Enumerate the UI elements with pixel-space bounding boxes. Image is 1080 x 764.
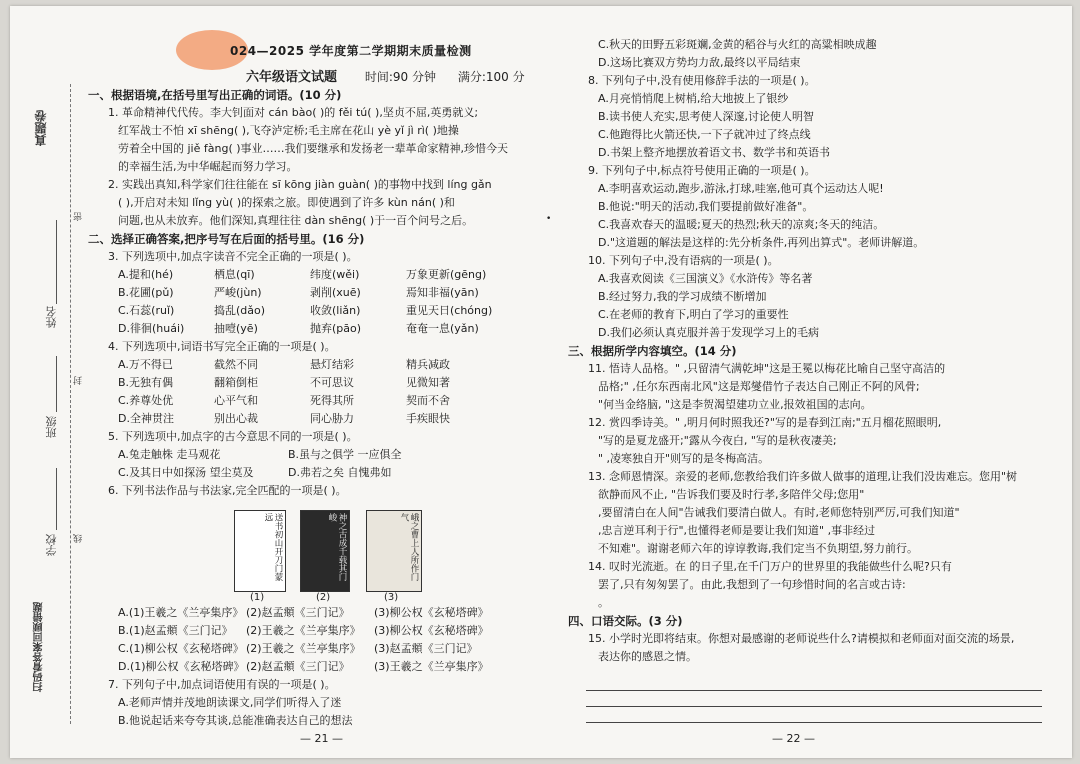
q6-option-row [88,604,548,622]
calligraphy-caption: (3) [384,592,399,603]
option: 剥削(xuē) [310,286,361,299]
q4-option-row [88,356,548,374]
q7-option: B.他说起话来夸夸其谈,总能准确表达自己的想法 [118,714,353,727]
q14-line: 。 [598,596,609,609]
answer-line[interactable] [586,722,1042,723]
option: 截然不同 [214,358,258,371]
left-questions [88,86,548,730]
q15-line: 15. 小学时光即将结束。你想对最感谢的老师说些什么?请模拟和老师面对面交流的场景, [588,632,1015,645]
option: (3)王羲之《兰亭集序》 [374,660,489,673]
fold-mark-1: 密 [74,212,84,221]
section-1-title: 一、根据语境,在括号里写出正确的词语。(10 分) [88,88,342,102]
section-2-title: 二、选择正确答案,把序号写在后面的括号里。(16 分) [88,232,365,246]
option: 同心胁力 [310,412,354,425]
q11-line: 品格;" ,任尔东西南北风"这是郑燮借竹子表达自己刚正不阿的风骨; [598,380,920,393]
q12-line: " ,凌寒独自开"则写的是冬梅高洁。 [598,452,770,465]
name-underline [56,220,57,304]
q4-stem: 4. 下列选项中,词语书写完全正确的一项是( )。 [108,340,336,353]
option: (3)柳公权《玄秘塔碑》 [374,624,489,637]
time-limit: 时间:90 分钟 [364,70,436,84]
option: A.(1)王羲之《兰亭集序》 [118,606,244,619]
option: 别出心裁 [214,412,258,425]
q3-option-row [88,320,548,338]
q14-line: 罢了,只有匆匆罢了。由此,我想到了一句珍惜时间的名言或古诗: [598,578,906,591]
q6-option-row [88,640,548,658]
q4-option-row [88,392,548,410]
left-page [10,6,550,758]
option: 死得其所 [310,394,354,407]
option: 手疾眼快 [406,412,450,425]
q3-option-row [88,266,548,284]
option: 焉知非福(yān) [406,286,479,299]
q1-line: 的幸福生活,为中华崛起而努力学习。 [118,160,298,173]
q9-option: D."这道题的解法是这样的:先分析条件,再列出算式"。老师讲解道。 [598,236,925,249]
option: 栖息(qī) [214,268,255,281]
q10-stem: 10. 下列句子中,没有语病的一项是( )。 [588,254,779,267]
q2-line: ( ),开启对未知 lǐng yù( )的探索之旅。即使遇到了许多 kùn nán( )和 [118,196,455,209]
q10-option: A.我喜欢阅读《三国演义》《水浒传》等名著 [598,272,813,285]
fold-mark-2: 封 [74,376,84,385]
q5-stem: 5. 下列选项中,加点字的古今意思不同的一项是( )。 [108,430,358,443]
calligraphy-image-2 [300,510,350,592]
option: 翻箱倒柜 [214,376,258,389]
full-score: 满分:100 分 [457,70,525,84]
q13-line: 欲静而风不止, "告诉我们要及时行孝,多陪伴父母;您用" [598,488,865,501]
q12-line: "写的是夏龙盛开;"露从今夜白, "写的是秋夜凄美; [598,434,837,447]
option: 悬灯结彩 [310,358,354,371]
option: 心平气和 [214,394,258,407]
name-label: 姓名 [45,306,58,328]
q9-option: C.我喜欢春天的温暖;夏天的热烈;秋天的凉爽;冬天的纯洁。 [598,218,885,231]
exam-sheet [10,6,1072,758]
calligraphy-images [234,510,454,606]
option: A.兔走触株 走马观花 [118,448,221,461]
calligraphy-glyphs: 峨之曹上人所作门气 [399,513,419,581]
option: 见微知著 [406,376,450,389]
answer-line[interactable] [586,706,1042,707]
calligraphy-glyphs: 神之古成千载其门峻 [327,513,347,581]
option: 抽噎(yē) [214,322,258,335]
subject-title: 六年级语文试题 [246,70,338,85]
option: 严峻(jùn) [214,286,262,299]
calligraphy-glyphs: 送书初山开刀门蒙远 [263,513,283,581]
option: C.养尊处优 [118,394,174,407]
option: (3)赵孟頫《三门记》 [374,642,478,655]
q14-line: 14. 叹时光流逝。在 的日子里,在千门万户的世界里的我能做些什么呢?只有 [588,560,952,573]
q2-line: 2. 实践出真知,科学家们往往能在 sī kōng jiàn guàn( )的事物中找到 líng gǎn [108,178,492,191]
q7-stem: 7. 下列句子中,加点词语使用有误的一项是( )。 [108,678,336,691]
q8-option: D.书架上整齐地摆放着语文书、数学书和英语书 [598,146,830,159]
option: 万象更新(gēng) [406,268,487,281]
q12-line: 12. 赏四季诗美。" ,明月何时照我还?"写的是春到江南;"五月榴花照眼明, [588,416,942,429]
q7-option: A.老师声情并茂地朗读课文,同学们听得入了迷 [118,696,342,709]
right-page [550,6,1072,758]
option: 不可思议 [310,376,354,389]
option: 抛弃(pāo) [310,322,362,335]
exam-title: 024—2025 学年度第二学期期末质量检测 [230,44,472,58]
section-4-title: 四、口语交际。(3 分) [568,614,683,628]
right-questions [568,36,1068,666]
q7-option: C.秋天的田野五彩斑斓,金黄的稻谷与火红的高粱相映成趣 [598,38,877,51]
option: (2)王羲之《兰亭集序》 [246,624,361,637]
q10-option: B.经过努力,我的学习成绩不断增加 [598,290,767,303]
school-underline [56,468,57,530]
q1-line: 1. 革命精神代代传。李大钊面对 cán bào( )的 fěi tú( ),坚贞不屈,英勇就义; [108,106,479,119]
q7-option: D.这场比赛双方势均力敌,最终以平局结束 [598,56,801,69]
q6-option-row [88,622,548,640]
option: 重见天日(chóng) [406,304,493,317]
page-number-left: — 21 — [300,732,343,745]
q11-line: "何当金络脑, "这是李贺渴望建功立业,报效祖国的志向。 [598,398,872,411]
answer-line[interactable] [586,690,1042,691]
q13-line: ,忠言逆耳利于行",也懂得老师是要让我们知道" ,事非经过 [598,524,876,537]
option: C.及其日中如探汤 望尘莫及 [118,466,254,479]
option: B.无独有偶 [118,376,174,389]
q11-line: 11. 悟诗人品格。" ,只留清气满乾坤"这是王冕以梅花比喻自己坚守高洁的 [588,362,946,375]
q3-stem: 3. 下列选项中,加点字读音不完全正确的一项是( )。 [108,250,358,263]
q10-option: D.我们必须认真克服并善于发现学习上的毛病 [598,326,819,339]
binding-strip [10,6,84,758]
school-label: 学校 [45,534,58,556]
q3-option-row [88,302,548,320]
q5-option-row [88,464,548,482]
option: (2)赵孟頫《三门记》 [246,660,350,673]
option: D.(1)柳公权《玄秘塔碑》 [118,660,245,673]
subject-line [246,66,543,85]
calligraphy-image-3 [366,510,422,592]
binding-bottom-label: 扫码看答案回顾错题 [34,602,45,692]
q10-option: C.在老师的教育下,明白了学习的重要性 [598,308,789,321]
class-underline [56,356,57,412]
option: (3)柳公权《玄秘塔碑》 [374,606,489,619]
q13-line: 13. 念师恩情深。亲爱的老师,您教给我们许多做人做事的道理,让我们没齿难忘。您用"树 [588,470,1018,483]
q15-line: 表达你的感恩之情。 [598,650,697,663]
option: 奄奄一息(yǎn) [406,322,479,335]
center-fold-dot: • [546,214,552,224]
q9-option: A.李明喜欢运动,跑步,游泳,打球,哇塞,他可真个运动达人呢! [598,182,884,195]
option: B.花圃(pǔ) [118,286,174,299]
option: (2)王羲之《兰亭集序》 [246,642,361,655]
q8-option: B.读书使人充实,思考使人深邃,讨论使人明智 [598,110,815,123]
option: 精兵减政 [406,358,450,371]
q6-option-row [88,658,548,676]
binding-top-label: 真题卷 [34,110,48,146]
option: C.石蕊(ruǐ) [118,304,175,317]
option: C.(1)柳公权《玄秘塔碑》 [118,642,244,655]
q9-stem: 9. 下列句子中,标点符号使用正确的一项是( )。 [588,164,816,177]
option: A.提和(hé) [118,268,174,281]
class-label: 班级 [45,416,58,438]
q13-line: ,要留清白在人间"告诫我们要清白做人。有时,老师您特别严厉,可我们知道" [598,506,960,519]
option: B.(1)赵孟頫《三门记》 [118,624,233,637]
q1-line: 劳着全中国的 jiě fàng( )事业……我们要继承和发扬老一辈革命家精神,珍惜今天 [118,142,509,155]
option: D.全神贯注 [118,412,174,425]
calligraphy-caption: (2) [316,592,331,603]
option: 捣乱(dǎo) [214,304,266,317]
q6-stem: 6. 下列书法作品与书法家,完全匹配的一项是( )。 [108,484,347,497]
section-3-title: 三、根据所学内容填空。(14 分) [568,344,737,358]
q4-option-row [88,410,548,428]
q8-option: A.月亮悄悄爬上树梢,给大地披上了银纱 [598,92,789,105]
q1-line: 红军战士不怕 xī shēng( ),飞夺泸定桥;毛主席在花山 yè yǐ jì rì( )地操 [118,124,459,137]
option: B.虽与之俱学 一应俱全 [288,448,402,461]
option: 契而不舍 [406,394,450,407]
option: 收敛(liǎn) [310,304,361,317]
q8-stem: 8. 下列句子中,没有使用修辞手法的一项是( )。 [588,74,816,87]
page-number-right: — 22 — [772,732,815,745]
binding-dashed-line [70,84,71,724]
option: A.万不得已 [118,358,173,371]
calligraphy-image-1 [234,510,286,592]
q4-option-row [88,374,548,392]
q2-line: 问题,也从未放弃。他们深知,真理往往 dàn shēng( )于一百个问号之后。 [118,214,474,227]
q5-option-row [88,446,548,464]
option: D.弗若之矣 自愧弗如 [288,466,392,479]
calligraphy-caption: (1) [250,592,265,603]
q3-option-row [88,284,548,302]
q8-option: C.他跑得比火箭还快,一下子就冲过了终点线 [598,128,811,141]
option: (2)赵孟頫《三门记》 [246,606,350,619]
option: D.徘徊(huái) [118,322,185,335]
q9-option: B.他说:"明天的活动,我们要提前做好准备"。 [598,200,814,213]
q13-line: 不知难"。谢谢老师六年的谆谆教诲,我们定当不负期望,努力前行。 [598,542,919,555]
fold-mark-3: 线 [74,534,84,543]
option: 纬度(wěi) [310,268,360,281]
